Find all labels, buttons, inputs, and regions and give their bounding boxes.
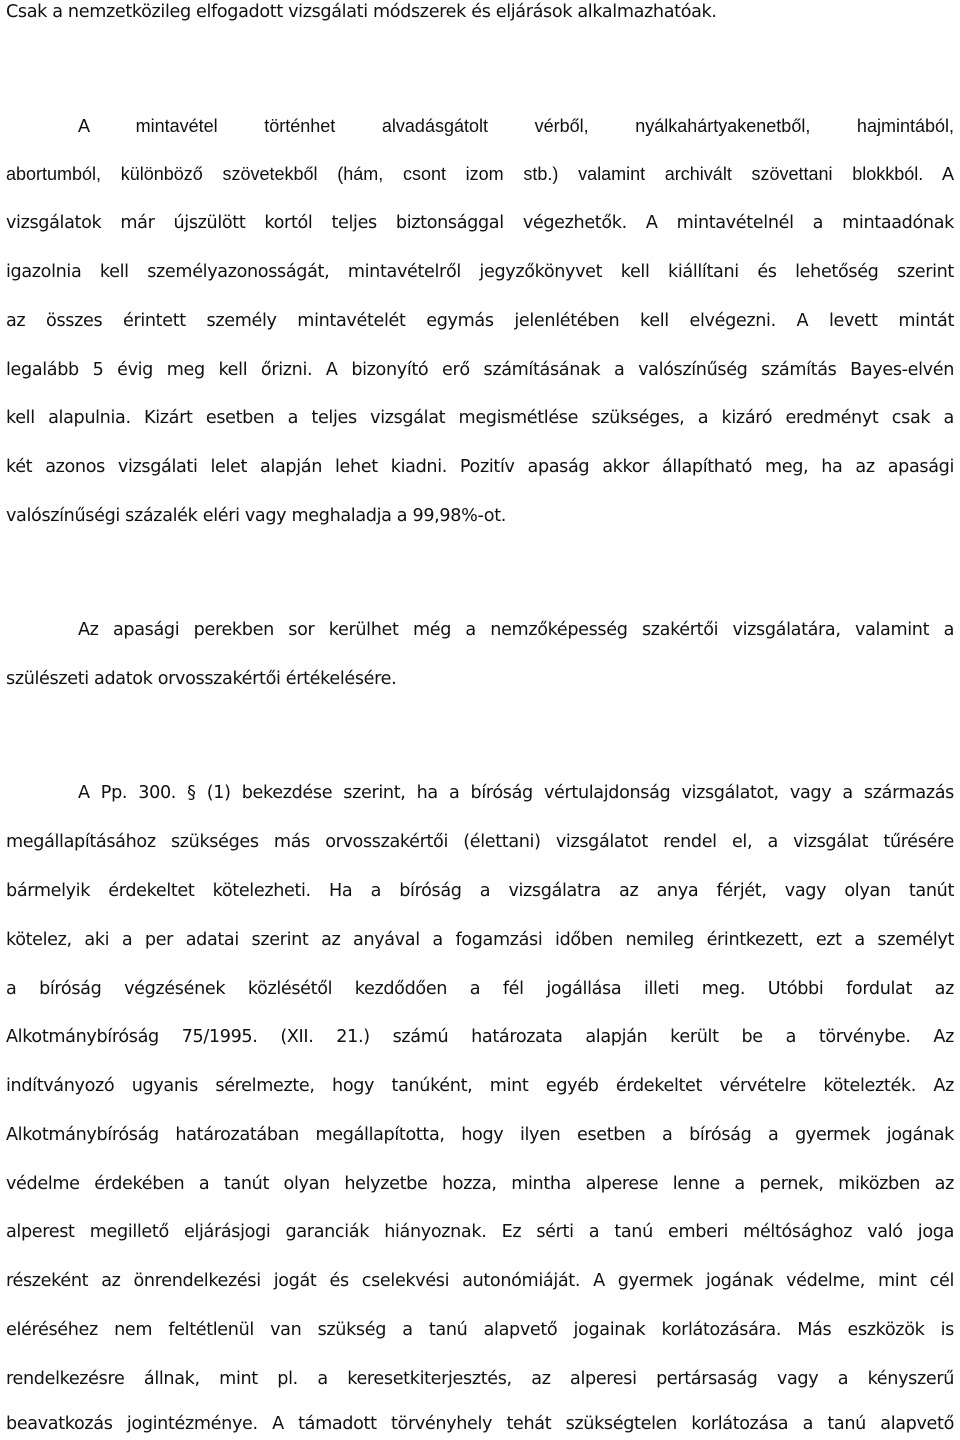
text-line: szülészeti adatok orvosszakértői értékelésére. bbox=[6, 669, 397, 689]
text-line: Az apasági perekben sor kerülhet még a nemzőképesség szakértői vizsgálatára, valamint a bbox=[78, 620, 954, 640]
text-line: legalább 5 évig meg kell őrizni. A bizonyító erő számításának a valószínűség számítás Bayes-elvén bbox=[6, 360, 954, 380]
text-line: Alkotmánybíróság határozatában megállapította, hogy ilyen esetben a bíróság a gyermek jogának bbox=[6, 1125, 954, 1145]
text-line: abortumból, különböző szövetekből (hám, csont izom stb.) valamint archivált szövettani blokkból. A bbox=[6, 164, 954, 184]
text-line: két azonos vizsgálati lelet alapján lehet kiadni. Pozitív apaság akkor állapítható meg, ha az apasági bbox=[6, 457, 954, 477]
text-line: kötelez, aki a per adatai szerint az anyával a fogamzási időben nemileg érintkezett, ezt a személyt bbox=[6, 930, 954, 950]
text-line: kell alapulnia. Kizárt esetben a teljes vizsgálat megismétlése szükséges, a kizáró eredményt csak a bbox=[6, 408, 954, 428]
text-line: bármelyik érdekeltet kötelezheti. Ha a bíróság a vizsgálatra az anya férjét, vagy olyan tanút bbox=[6, 881, 954, 901]
text-line: eléréséhez nem feltétlenül van szükség a tanú alapvető jogainak korlátozására. Más eszközök is bbox=[6, 1320, 954, 1340]
text-line: vizsgálatok már újszülött kortól teljes biztonsággal végezhetők. A mintavételnél a mintaadónak bbox=[6, 213, 954, 233]
text-line: részeként az önrendelkezési jogát és cselekvési autonómiáját. A gyermek jogának védelme, mint cél bbox=[6, 1271, 954, 1291]
text-line: A mintavétel történhet alvadásgátolt vérből, nyálkahártyakenetből, hajmintából, bbox=[78, 116, 954, 136]
text-line: megállapításához szükséges más orvosszakértői (élettani) vizsgálatot rendel el, a vizsgálat tűrésére bbox=[6, 832, 954, 852]
text-line: alperest megillető eljárásjogi garanciák hiányoznak. Ez sérti a tanú emberi méltósághoz való joga bbox=[6, 1222, 954, 1242]
text-line: valószínűségi százalék eléri vagy meghaladja a 99,98%-ot. bbox=[6, 506, 506, 526]
text-line: A Pp. 300. § (1) bekezdése szerint, ha a bíróság vértulajdonság vizsgálatot, vagy a származás bbox=[78, 783, 954, 803]
text-line: indítványozó ugyanis sérelmezte, hogy tanúként, mint egyéb érdekeltet vérvételre kötelezték. Az bbox=[6, 1076, 954, 1096]
text-line: Csak a nemzetközileg elfogadott vizsgálati módszerek és eljárások alkalmazhatóak. bbox=[6, 2, 717, 22]
text-line: védelme érdekében a tanút olyan helyzetbe hozza, mintha alperese lenne a pernek, miközben az bbox=[6, 1174, 954, 1194]
text-line: rendelkezésre állnak, mint pl. a keresetkiterjesztés, az alperesi pertársaság vagy a kényszerű bbox=[6, 1369, 954, 1389]
text-line: beavatkozás jogintézménye. A támadott törvényhely tehát szükségtelen korlátozása a tanú alapvető bbox=[6, 1414, 954, 1434]
text-line: Alkotmánybíróság 75/1995. (XII. 21.) számú határozata alapján került be a törvénybe. Az bbox=[6, 1027, 954, 1047]
text-line: igazolnia kell személyazonosságát, mintavételről jegyzőkönyvet kell kiállítani és lehetőség szerint bbox=[6, 262, 954, 282]
text-line: az összes érintett személy mintavételét egymás jelenlétében kell elvégezni. A levett mintát bbox=[6, 311, 954, 331]
text-line: a bíróság végzésének közlésétől kezdődően a fél jogállása illeti meg. Utóbbi fordulat az bbox=[6, 979, 954, 999]
